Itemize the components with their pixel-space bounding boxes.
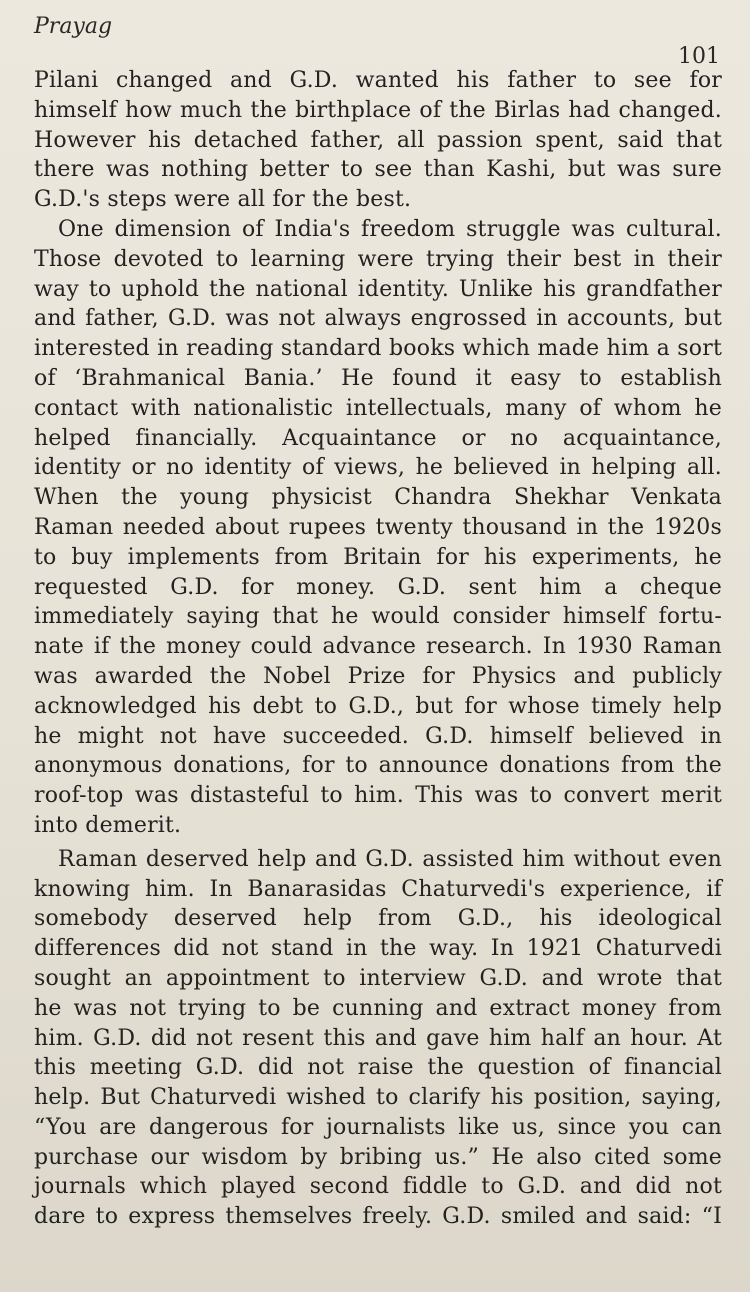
text-line: nate if the money could advance research. In 1930 Raman [34,634,722,660]
text-line: helped financially. Acquaintance or no acquaintance, [34,425,722,451]
text-line: anonymous donations, for to announce donations from the [34,753,722,779]
text-line: immediately saying that he would consider himself fortu- [34,604,722,630]
text-line: Those devoted to learning were trying their best in their [34,246,722,272]
text-line: was awarded the Nobel Prize for Physics and publicly [34,663,722,689]
text-line: help. But Chaturvedi wished to clarify his position, saying, [34,1085,722,1111]
text-line: knowing him. In Banarasidas Chaturvedi's experience, if [34,876,722,902]
paragraph [34,215,722,841]
text-line: into demerit. [34,812,182,838]
text-line: purchase our wisdom by bribing us.” He also cited some [34,1144,722,1170]
text-line: roof-top was distasteful to him. This was to convert merit [34,783,722,809]
text-line: When the young physicist Chandra Shekhar Venkata [34,485,722,511]
page-number: 101 [678,44,720,69]
text-line: However his detached father, all passion spent, said that [34,127,722,153]
text-line: “You are dangerous for journalists like us, since you can [34,1114,722,1140]
text-line: and father, G.D. was not always engrossed in accounts, but [34,306,722,332]
text-line: Raman needed about rupees twenty thousand in the 1920s [34,514,722,540]
paragraph [34,66,722,215]
text-line: somebody deserved help from G.D., his ideological [34,906,722,932]
text-line: requested G.D. for money. G.D. sent him a cheque [34,574,722,600]
text-line: acknowledged his debt to G.D., but for whose timely help [34,693,722,719]
paragraph [34,845,722,1232]
text-line: way to uphold the national identity. Unlike his grandfather [34,276,722,302]
body-text [34,66,722,1232]
running-head: Prayag [34,14,113,39]
text-line: to buy implements from Britain for his experiments, he [34,544,722,570]
text-line: this meeting G.D. did not raise the question of financial [34,1055,722,1081]
text-line: identity or no identity of views, he believed in helping all. [34,455,722,481]
text-line: contact with nationalistic intellectuals, many of whom he [34,395,722,421]
text-line: dare to express themselves freely. G.D. smiled and said: “I [34,1204,722,1230]
text-line: sought an appointment to interview G.D. and wrote that [34,965,722,991]
text-line: journals which played second fiddle to G.D. and did not [34,1174,722,1200]
text-line: G.D.'s steps were all for the best. [34,187,412,213]
text-line: Raman deserved help and G.D. assisted him without even [58,846,722,872]
text-line: differences did not stand in the way. In 1921 Chaturvedi [34,936,722,962]
text-line: Pilani changed and G.D. wanted his father to see for [34,68,722,93]
text-line: him. G.D. did not resent this and gave him half an hour. At [34,1025,722,1051]
text-line: One dimension of India's freedom struggle was cultural. [58,216,722,242]
text-line: there was nothing better to see than Kashi, but was sure [34,157,722,183]
text-line: of ‘Brahmanical Bania.’ He found it easy to establish [34,365,722,391]
text-line: interested in reading standard books which made him a sort [34,336,722,362]
text-line: he might not have succeeded. G.D. himself believed in [34,723,722,749]
text-line: himself how much the birthplace of the Birlas had changed. [34,97,722,123]
text-line: he was not trying to be cunning and extract money from [34,995,722,1021]
